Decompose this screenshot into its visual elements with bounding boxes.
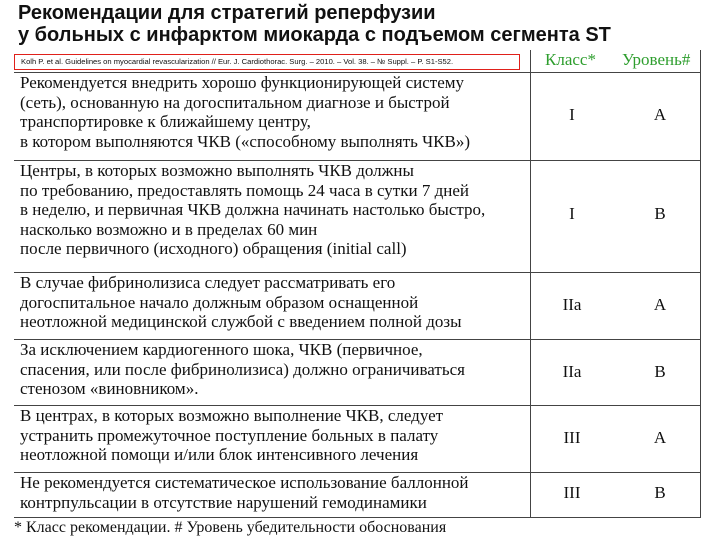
row-text: Не рекомендуется систематическое использование баллонной контрпульсации в отсутствие нарушений гемодинамики [20, 473, 469, 512]
footnote: * Класс рекомендации. # Уровень убедительности обоснования [14, 519, 447, 536]
column-header-level: Уровень# [622, 50, 691, 69]
row-level: A [653, 295, 667, 314]
row-text: В случае фибринолизиса следует рассматривать его догоспитальное начало должным образом оснащенной неотложной медицинской службой с введением полной дозы [20, 273, 462, 331]
citation-box: Kolh P. et al. Guidelines on myocardial revascularization // Eur. J. Cardiothorac. Surg. – 2010. – Vol. 38. – № Suppl. – P. S1-S52. [14, 54, 520, 70]
row-level: B [654, 362, 666, 381]
row-level: A [653, 105, 667, 124]
column-header-class: Класс* [545, 50, 596, 69]
row-class: I [569, 105, 575, 124]
row-level: B [654, 204, 666, 223]
row-class: III [563, 428, 581, 447]
row-text: Рекомендуется внедрить хорошо функционирующей систему (сеть), основанную на догоспитальном диагнозе и быстрой транспортировке к ближайшему центру, в котором выполняются ЧКВ («способному выполнять ЧКВ») [20, 73, 471, 151]
row-class: IIa [562, 295, 582, 314]
row-text: Центры, в которых возможно выполнять ЧКВ должны по требованию, предоставлять помощь 24 часа в сутки 7 дней в неделю, и первичная ЧКВ должна начинать настолько быстро, насколько возможно и в пределах 60 мин после первичного (исходного) обращения (initial call) [20, 161, 486, 258]
title-line-1: Рекомендации для стратегий реперфузии [18, 2, 436, 24]
row-class: III [563, 483, 581, 502]
row-level: B [654, 483, 666, 502]
table-right-border [700, 50, 701, 518]
row-text: В центрах, в которых возможно выполнение ЧКВ, следует устранить промежуточное поступление больных в палату неотложной помощи и/или блок интенсивного лечения [20, 406, 444, 464]
row-class: I [569, 204, 575, 223]
row-level: A [653, 428, 667, 447]
row-text: За исключением кардиогенного шока, ЧКВ (первичное, спасения, или после фибринолизиса) должно ограничиваться стенозом «виновником». [20, 340, 465, 398]
row-class: IIa [562, 362, 582, 381]
title-line-2: у больных с инфарктом миокарда с подъемом сегмента ST [18, 24, 611, 46]
page-title [18, 2, 708, 46]
